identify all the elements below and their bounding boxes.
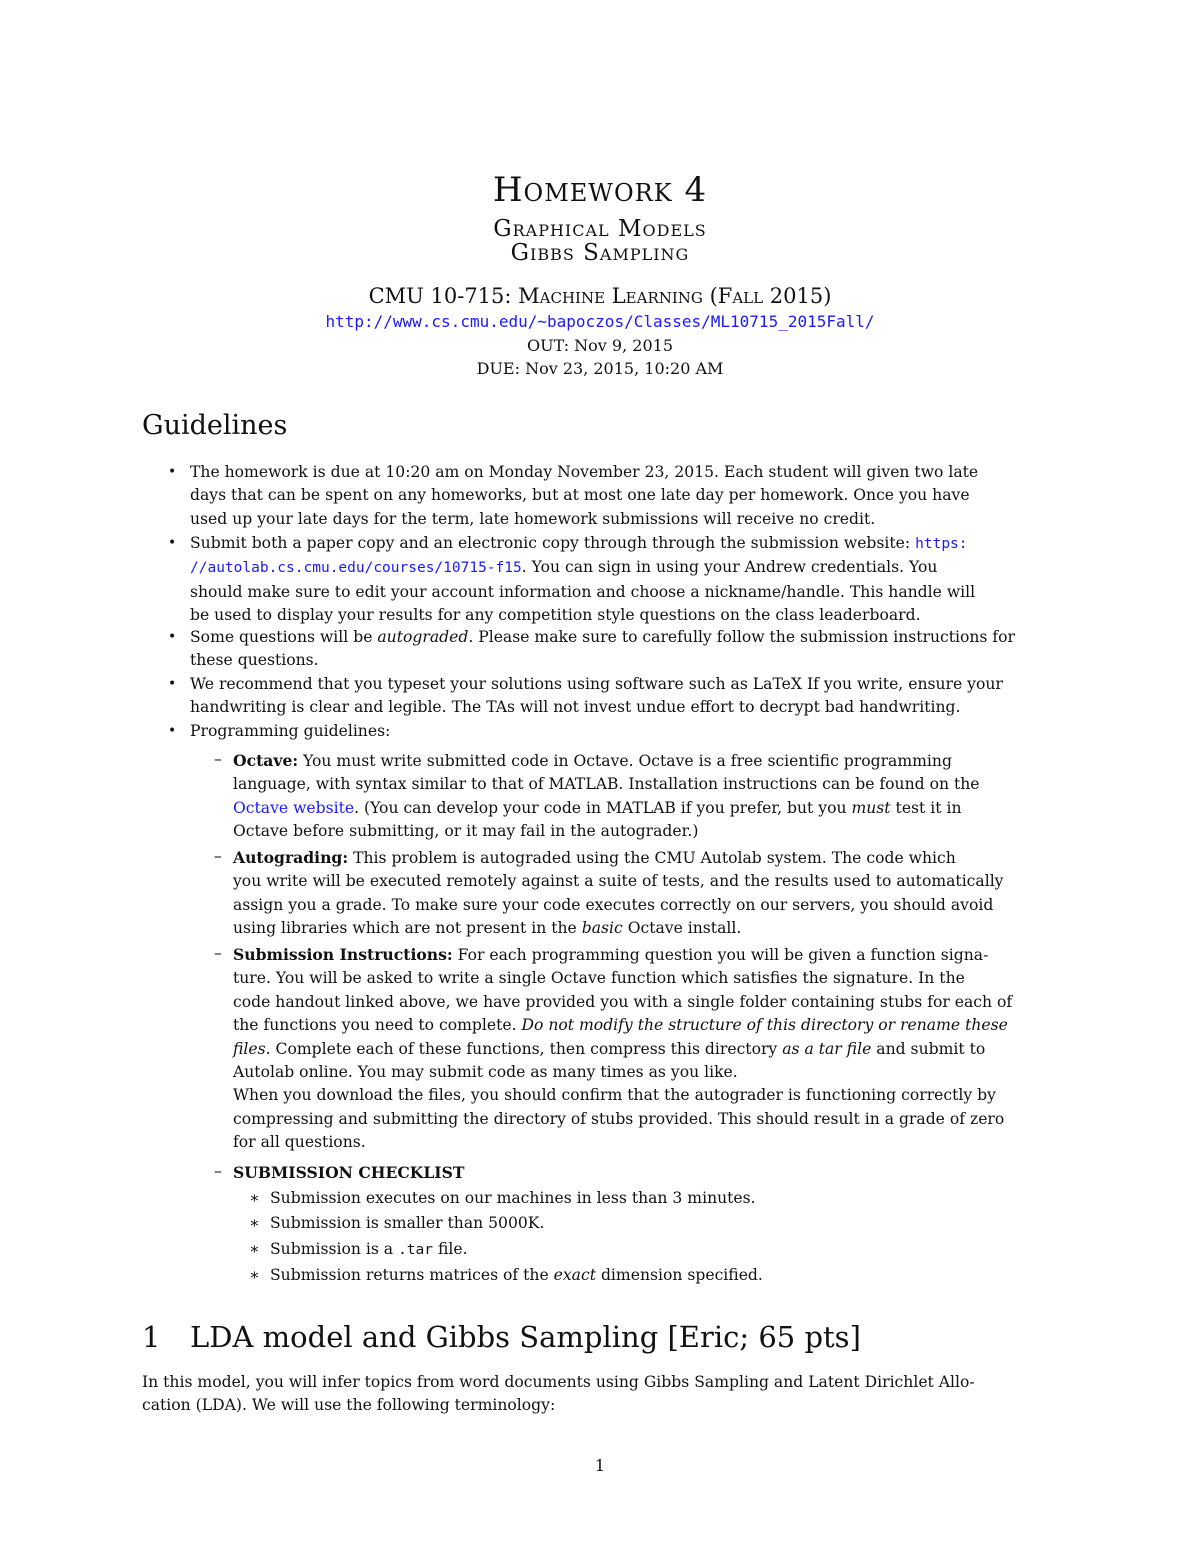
text-line: code handout linked above, we have provided you with a single folder containing stubs for each of xyxy=(233,992,1013,1011)
star-icon: ∗ xyxy=(249,1189,260,1207)
text-span: Submit both a paper copy and an electronic copy through through the submission website: xyxy=(190,534,911,552)
autolab-link-part2[interactable]: //autolab.cs.cmu.edu/courses/10715-f15 xyxy=(190,560,522,577)
course-title: CMU 10-715: Machine Learning (Fall 2015) xyxy=(368,284,832,308)
text-line xyxy=(233,797,1063,820)
latex-logo: LaTeX xyxy=(752,675,802,693)
text-span: Octave install. xyxy=(627,919,742,938)
section-1-heading xyxy=(142,1320,861,1354)
text-span: Some questions will be xyxy=(190,628,373,646)
text-line: days that can be spent on any homeworks, but at most one late day per homework. Once you have xyxy=(190,486,970,505)
guidelines-heading: Guidelines xyxy=(142,410,288,441)
bullet-icon: • xyxy=(168,723,177,739)
homework-title: Homework 4 xyxy=(492,170,708,210)
text-line: should make sure to edit your account information and choose a nickname/handle. This handle will xyxy=(190,582,976,601)
text-line xyxy=(233,1038,1063,1061)
page-number: 1 xyxy=(594,1456,606,1475)
octave-label: Octave: xyxy=(233,751,299,770)
submission-instructions xyxy=(233,943,1063,1155)
text-line: handwriting is clear and legible. The TAs will not invest undue effort to decrypt bad handwriting. xyxy=(190,698,961,717)
octave-guideline xyxy=(233,749,1063,844)
text-line: assign you a grade. To make sure your code executes correctly on our servers, you should avoid xyxy=(233,895,994,914)
emphasis-text: must xyxy=(851,798,891,817)
text-span: . (You can develop your code in MATLAB if you prefer, but you xyxy=(354,798,847,817)
dash-icon: – xyxy=(214,1162,222,1180)
text-line xyxy=(190,532,1062,556)
text-span: You must write submitted code in Octave. Octave is a free scientific programming xyxy=(303,752,952,770)
tar-extension: .tar xyxy=(398,1242,433,1258)
text-line: for all questions. xyxy=(233,1133,366,1152)
emphasis-text: exact xyxy=(553,1266,596,1284)
text-line: cation (LDA). We will use the following terminology: xyxy=(142,1396,556,1415)
subtitle-graphical-models: Graphical Models xyxy=(493,216,707,242)
text-line xyxy=(233,846,1063,870)
text-span: . You can sign in using your Andrew credentials. You xyxy=(521,558,938,577)
text-span: We recommend that you typeset your solutions using software such as xyxy=(190,675,748,693)
checklist-label: SUBMISSION CHECKLIST xyxy=(233,1163,465,1182)
octave-website-link[interactable]: Octave website xyxy=(233,798,355,817)
text-line: The homework is due at 10:20 am on Monday November 23, 2015. Each student will given two late xyxy=(190,463,979,481)
text-span: Submission returns matrices of the xyxy=(270,1266,549,1284)
text-span: using libraries which are not present in the xyxy=(233,919,577,938)
text-line: Autolab online. You may submit code as many times as you like. xyxy=(233,1063,738,1082)
text-span: test it in xyxy=(895,798,962,817)
emphasis-text: autograded xyxy=(377,628,469,646)
text-line: used up your late days for the term, late homework submissions will receive no credit. xyxy=(190,509,876,528)
text-line xyxy=(190,626,1062,649)
text-line: you write will be executed remotely against a suite of tests, and the results used to automatically xyxy=(233,872,1004,891)
text-span: dimension specified. xyxy=(600,1266,763,1284)
star-icon: ∗ xyxy=(249,1214,260,1232)
autograding-guideline xyxy=(233,846,1063,941)
autograding-label: Autograding: xyxy=(233,848,349,867)
text-span: . Please make sure to carefully follow the submission instructions for xyxy=(468,628,1015,646)
text-span: and submit to xyxy=(876,1039,986,1058)
text-line xyxy=(233,1014,1063,1037)
dash-icon: – xyxy=(214,750,222,768)
text-line: compressing and submitting the directory of stubs provided. This should result in a grade of zero xyxy=(233,1109,1005,1128)
out-date: OUT: Nov 9, 2015 xyxy=(526,336,673,355)
submission-label: Submission Instructions: xyxy=(233,945,453,964)
text-line xyxy=(190,556,1062,580)
text-span: Submission is a xyxy=(270,1240,394,1258)
guideline-autograded xyxy=(190,626,1062,673)
checklist-heading xyxy=(233,1161,1063,1185)
section-1-intro xyxy=(142,1371,1062,1418)
guideline-due xyxy=(190,461,1062,531)
subtitle-gibbs-sampling: Gibbs Sampling xyxy=(510,240,690,266)
text-line: When you download the files, you should confirm that the autograder is functioning correctly by xyxy=(233,1086,996,1105)
emphasis-text: files. xyxy=(233,1039,271,1058)
text-line xyxy=(233,943,1063,967)
course-url-link[interactable]: http://www.cs.cmu.edu/~bapoczos/Classes/ML10715_2015Fall/ xyxy=(325,312,875,331)
star-icon: ∗ xyxy=(249,1266,260,1284)
emphasis-text: Do not modify the structure of this directory or rename these xyxy=(521,1016,1008,1035)
text-span: For each programming question you will be given a function signa- xyxy=(457,946,989,964)
checklist-item: Submission executes on our machines in less than 3 minutes. xyxy=(270,1189,756,1207)
due-date: DUE: Nov 23, 2015, 10:20 AM xyxy=(476,359,724,378)
text-span: the functions you need to complete. xyxy=(233,1016,517,1035)
bullet-icon: • xyxy=(168,464,177,480)
checklist-item: Submission is smaller than 5000K. xyxy=(270,1214,545,1232)
guideline-programming xyxy=(190,720,1062,743)
text-span: file. xyxy=(437,1240,468,1258)
text-line xyxy=(190,673,1062,696)
text-line: In this model, you will infer topics from word documents using Gibbs Sampling and Latent Dirichlet Allo- xyxy=(142,1373,975,1391)
emphasis-text: basic xyxy=(581,919,623,938)
text-line xyxy=(233,917,1063,940)
text-line: these questions. xyxy=(190,651,319,670)
guideline-typeset xyxy=(190,673,1062,720)
text-span: If you write, ensure your xyxy=(806,675,1003,693)
section-title: LDA model and Gibbs Sampling [Eric; 65 pts] xyxy=(190,1320,861,1354)
section-number: 1 xyxy=(142,1320,161,1354)
text-line: Programming guidelines: xyxy=(190,722,391,740)
guideline-submit xyxy=(190,532,1062,628)
checklist-item xyxy=(270,1264,1060,1287)
dash-icon: – xyxy=(214,847,222,865)
autolab-link-part1[interactable]: https: xyxy=(915,536,968,552)
star-icon: ∗ xyxy=(249,1240,260,1258)
text-line: language, with syntax similar to that of MATLAB. Installation instructions can be found on the xyxy=(233,775,980,794)
bullet-icon: • xyxy=(168,535,177,551)
text-span: This problem is autograded using the CMU Autolab system. The code which xyxy=(353,849,956,867)
text-span: Complete each of these functions, then compress this directory xyxy=(275,1039,778,1058)
bullet-icon: • xyxy=(168,629,177,645)
text-line xyxy=(233,749,1063,773)
text-line: be used to display your results for any competition style questions on the class leaderboard. xyxy=(190,606,921,625)
checklist-item xyxy=(270,1238,1060,1262)
emphasis-text: as a tar file xyxy=(782,1039,872,1058)
bullet-icon: • xyxy=(168,676,177,692)
text-line: ture. You will be asked to write a single Octave function which satisfies the signature. In the xyxy=(233,969,965,988)
text-line: Octave before submitting, or it may fail in the autograder.) xyxy=(233,822,699,841)
dash-icon: – xyxy=(214,944,222,962)
